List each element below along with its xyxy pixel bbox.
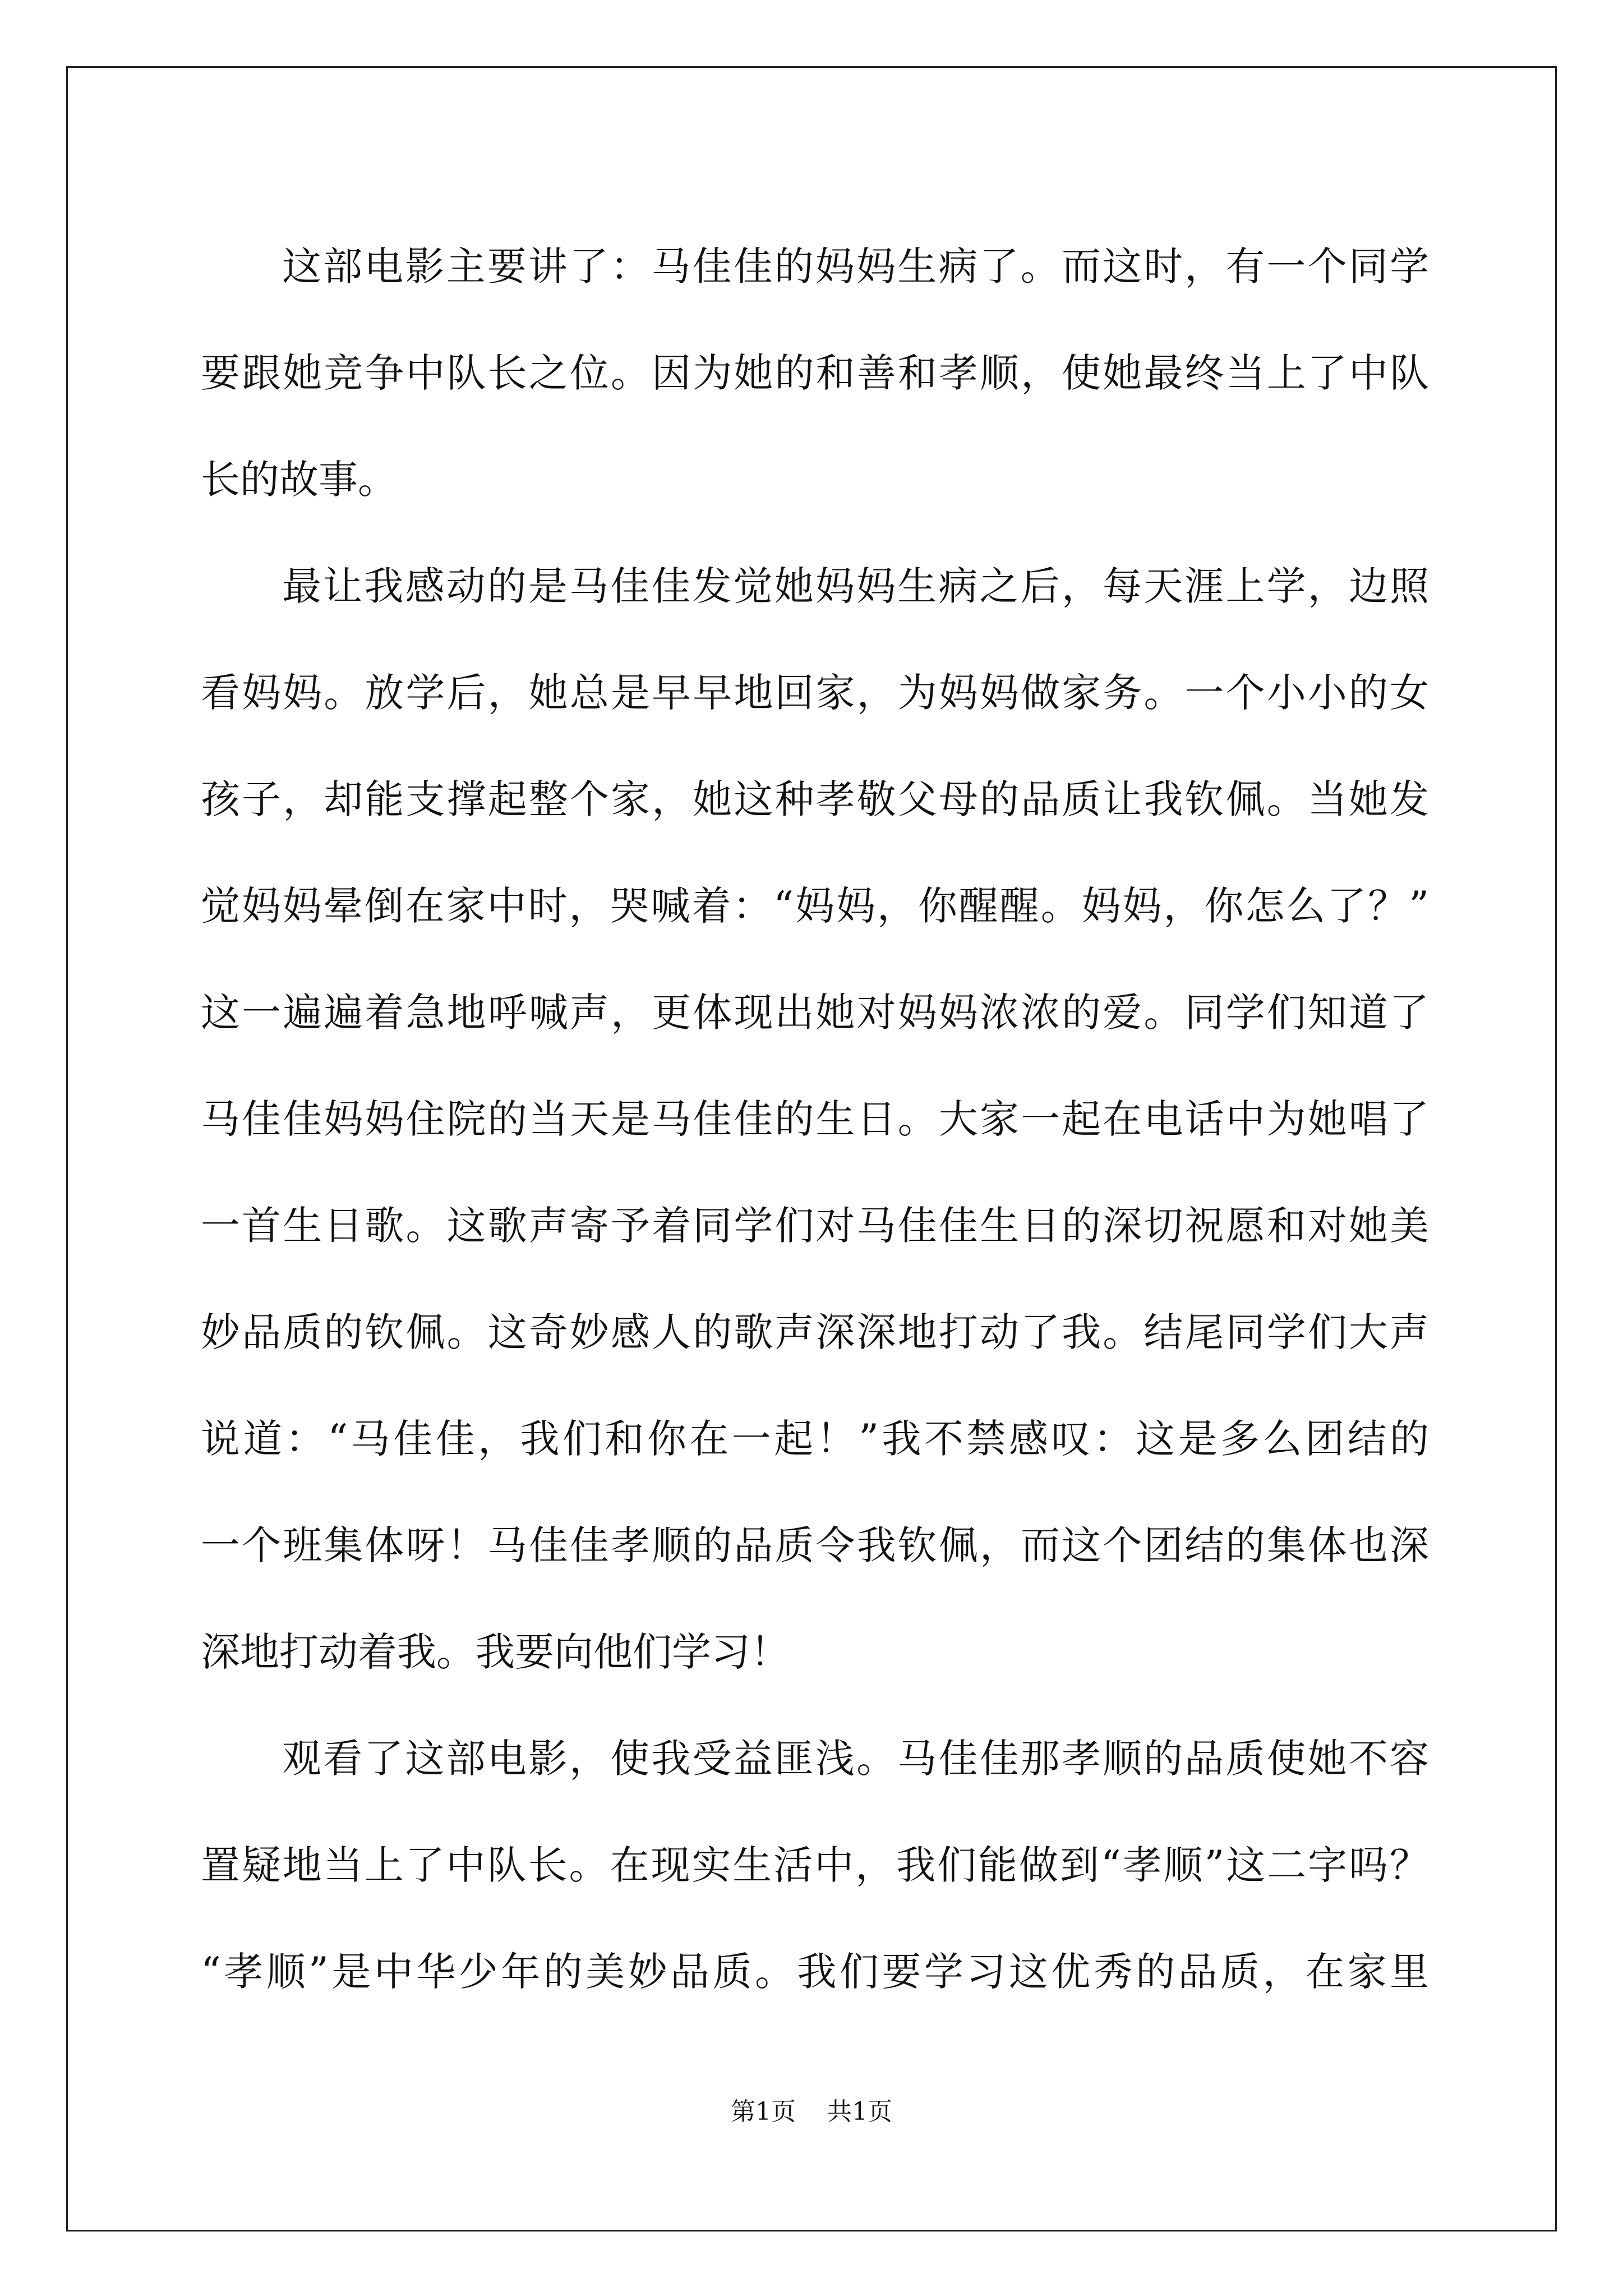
text-line: 一首生日歌。这歌声寄予着同学们对马佳佳生日的深切祝愿和对她美 — [201, 1203, 1429, 1249]
text-line: 要跟她竞争中队长之位。因为她的和善和孝顺，使她最终当上了中队 — [201, 350, 1429, 396]
text-line: 孩子，却能支撑起整个家，她这种孝敬父母的品质让我钦佩。当她发 — [201, 776, 1429, 822]
page-number: 第1页 — [731, 2097, 796, 2126]
document-body — [201, 213, 1429, 2025]
text-line: 看妈妈。放学后，她总是早早地回家，为妈妈做家务。一个小小的女 — [201, 670, 1429, 716]
text-line: 观看了这部电影，使我受益匪浅。马佳佳那孝顺的品质使她不容 — [282, 1736, 1429, 1782]
text-line: 说道：“马佳佳，我们和你在一起！”我不禁感叹：这是多么团结的 — [201, 1416, 1429, 1462]
text-line: 最让我感动的是马佳佳发觉她妈妈生病之后，每天涯上学，边照 — [282, 563, 1429, 609]
text-line: 马佳佳妈妈住院的当天是马佳佳的生日。大家一起在电话中为她唱了 — [201, 1096, 1429, 1142]
text-line: 一个班集体呀！马佳佳孝顺的品质令我钦佩，而这个团结的集体也深 — [201, 1522, 1429, 1568]
page-footer — [0, 2095, 1623, 2129]
text-line: 这一遍遍着急地呼喊声，更体现出她对妈妈浓浓的爱。同学们知道了 — [201, 990, 1429, 1036]
text-line: 长的故事。 — [201, 457, 397, 503]
text-line: “孝顺”是中华少年的美妙品质。我们要学习这优秀的品质，在家里 — [201, 1949, 1429, 1995]
text-line: 深地打动着我。我要向他们学习！ — [201, 1629, 790, 1675]
text-line: 这部电影主要讲了：马佳佳的妈妈生病了。而这时，有一个同学 — [282, 243, 1429, 289]
text-line: 妙品质的钦佩。这奇妙感人的歌声深深地打动了我。结尾同学们大声 — [201, 1309, 1429, 1355]
text-line: 置疑地当上了中队长。在现实生活中，我们能做到“孝顺”这二字吗？ — [201, 1842, 1429, 1888]
text-line: 觉妈妈晕倒在家中时，哭喊着：“妈妈，你醒醒。妈妈，你怎么了？” — [201, 883, 1429, 929]
page-count: 共1页 — [827, 2097, 892, 2126]
